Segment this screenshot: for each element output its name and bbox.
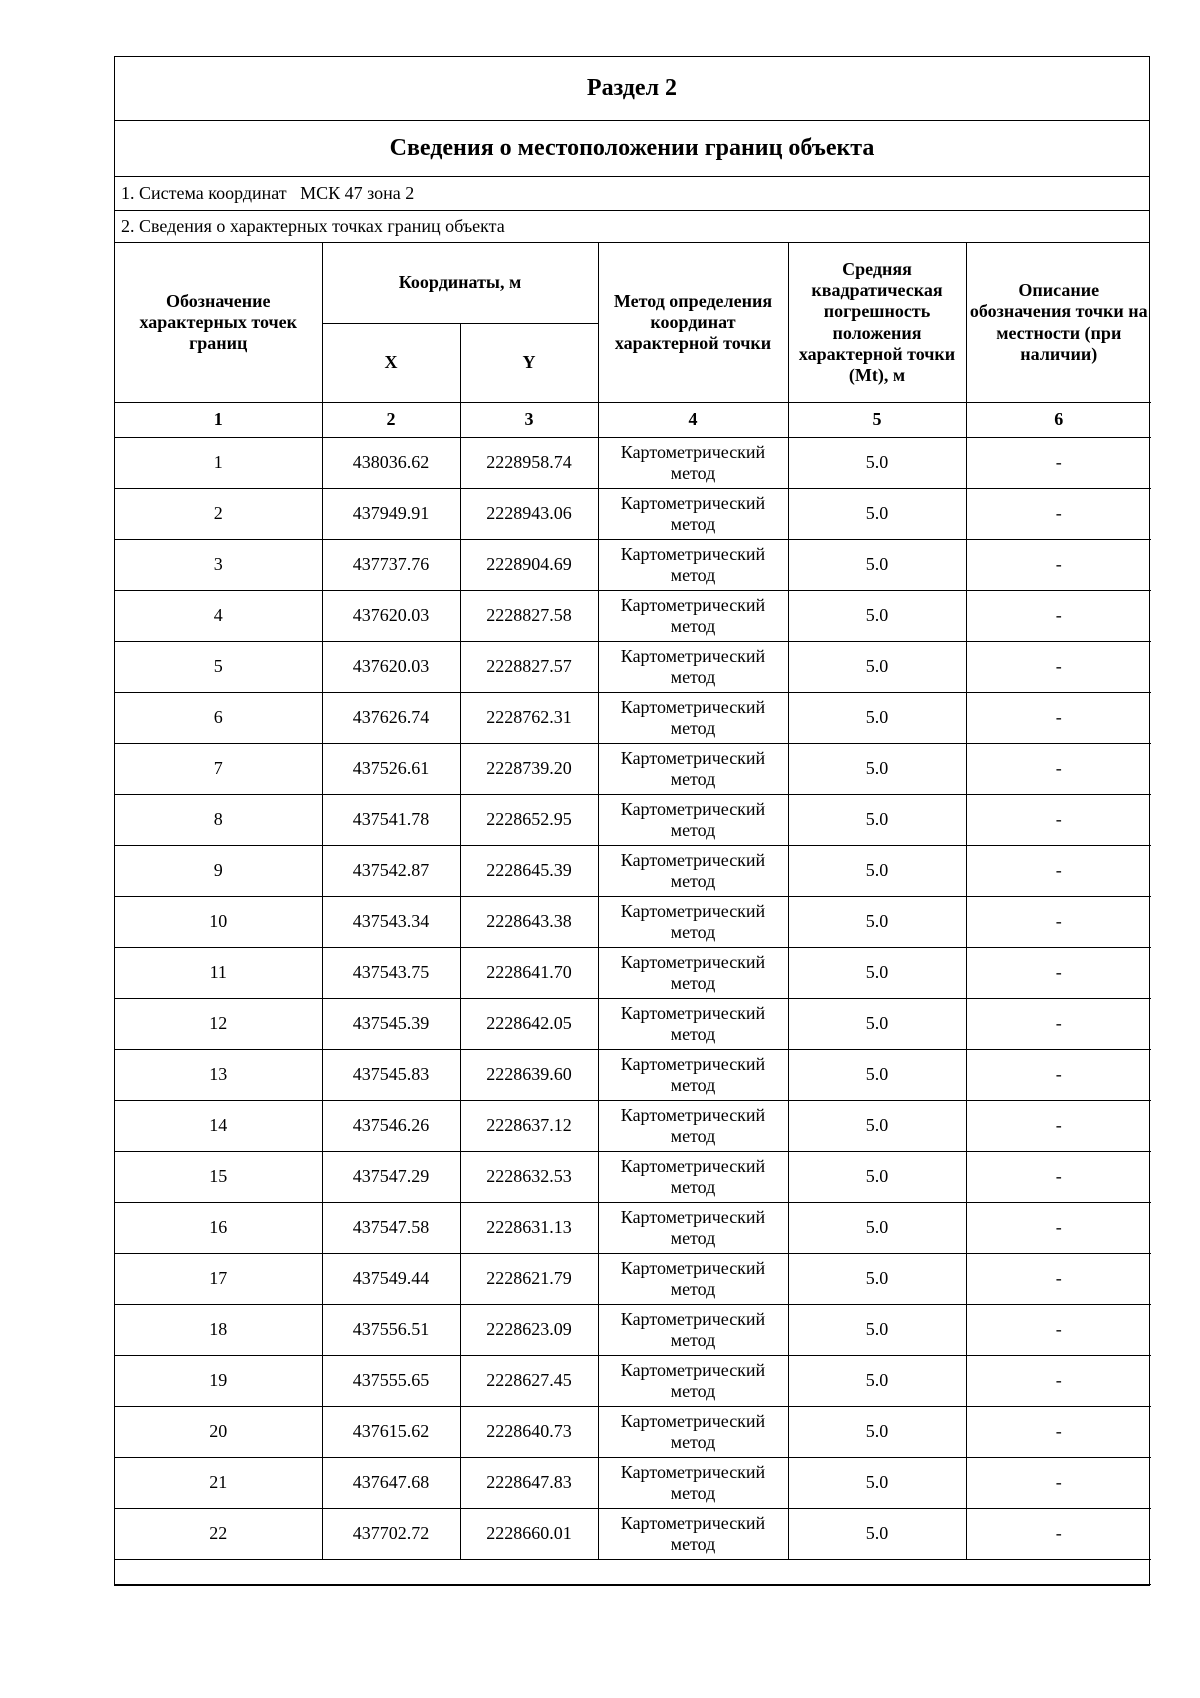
header-x: X bbox=[322, 324, 460, 403]
description-cell: - bbox=[966, 1407, 1151, 1458]
point-number-cell: 7 bbox=[115, 744, 322, 795]
y-coordinate-cell: 2228958.74 bbox=[460, 438, 598, 489]
x-coordinate-cell: 437737.76 bbox=[322, 540, 460, 591]
x-coordinate-cell: 437545.39 bbox=[322, 999, 460, 1050]
document-title: Сведения о местоположении границ объекта bbox=[115, 121, 1149, 177]
table-row bbox=[115, 642, 1151, 693]
point-number-cell: 5 bbox=[115, 642, 322, 693]
y-coordinate-cell: 2228641.70 bbox=[460, 948, 598, 999]
y-coordinate-cell: 2228645.39 bbox=[460, 846, 598, 897]
error-cell: 5.0 bbox=[788, 693, 966, 744]
description-cell: - bbox=[966, 846, 1151, 897]
x-coordinate-cell: 437702.72 bbox=[322, 1509, 460, 1560]
table-row bbox=[115, 1305, 1151, 1356]
method-cell: Картометрический метод bbox=[598, 744, 788, 795]
error-cell: 5.0 bbox=[788, 948, 966, 999]
table-row bbox=[115, 591, 1151, 642]
description-cell: - bbox=[966, 1203, 1151, 1254]
y-coordinate-cell: 2228631.13 bbox=[460, 1203, 598, 1254]
description-cell: - bbox=[966, 1356, 1151, 1407]
method-cell: Картометрический метод bbox=[598, 1203, 788, 1254]
error-cell: 5.0 bbox=[788, 1050, 966, 1101]
table-footer-row bbox=[115, 1560, 1151, 1585]
x-coordinate-cell: 437620.03 bbox=[322, 642, 460, 693]
table-row bbox=[115, 948, 1151, 999]
error-cell: 5.0 bbox=[788, 1203, 966, 1254]
point-number-cell: 3 bbox=[115, 540, 322, 591]
y-coordinate-cell: 2228642.05 bbox=[460, 999, 598, 1050]
y-coordinate-cell: 2228621.79 bbox=[460, 1254, 598, 1305]
method-cell: Картометрический метод bbox=[598, 948, 788, 999]
method-cell: Картометрический метод bbox=[598, 897, 788, 948]
table-row bbox=[115, 540, 1151, 591]
description-cell: - bbox=[966, 1101, 1151, 1152]
error-cell: 5.0 bbox=[788, 1509, 966, 1560]
header-designation: Обозначение характерных точек границ bbox=[115, 243, 322, 403]
description-cell: - bbox=[966, 693, 1151, 744]
x-coordinate-cell: 437541.78 bbox=[322, 795, 460, 846]
header-description: Описание обозначения точки на местности (при наличии) bbox=[966, 243, 1151, 403]
point-number-cell: 21 bbox=[115, 1458, 322, 1509]
description-cell: - bbox=[966, 591, 1151, 642]
x-coordinate-cell: 437615.62 bbox=[322, 1407, 460, 1458]
method-cell: Картометрический метод bbox=[598, 1356, 788, 1407]
x-coordinate-cell: 437543.75 bbox=[322, 948, 460, 999]
method-cell: Картометрический метод bbox=[598, 1305, 788, 1356]
x-coordinate-cell: 437626.74 bbox=[322, 693, 460, 744]
table-row bbox=[115, 1407, 1151, 1458]
description-cell: - bbox=[966, 744, 1151, 795]
error-cell: 5.0 bbox=[788, 438, 966, 489]
description-cell: - bbox=[966, 897, 1151, 948]
description-cell: - bbox=[966, 1458, 1151, 1509]
x-coordinate-cell: 437549.44 bbox=[322, 1254, 460, 1305]
description-cell: - bbox=[966, 1509, 1151, 1560]
column-number: 3 bbox=[460, 403, 598, 438]
point-number-cell: 11 bbox=[115, 948, 322, 999]
table-row bbox=[115, 897, 1151, 948]
table-body bbox=[115, 438, 1151, 1560]
x-coordinate-cell: 437620.03 bbox=[322, 591, 460, 642]
error-cell: 5.0 bbox=[788, 846, 966, 897]
method-cell: Картометрический метод bbox=[598, 999, 788, 1050]
point-number-cell: 15 bbox=[115, 1152, 322, 1203]
error-cell: 5.0 bbox=[788, 1152, 966, 1203]
point-number-cell: 1 bbox=[115, 438, 322, 489]
y-coordinate-cell: 2228627.45 bbox=[460, 1356, 598, 1407]
error-cell: 5.0 bbox=[788, 1305, 966, 1356]
point-number-cell: 14 bbox=[115, 1101, 322, 1152]
y-coordinate-cell: 2228827.58 bbox=[460, 591, 598, 642]
method-cell: Картометрический метод bbox=[598, 438, 788, 489]
column-number: 5 bbox=[788, 403, 966, 438]
document-sheet bbox=[114, 56, 1150, 1586]
point-number-cell: 4 bbox=[115, 591, 322, 642]
column-number: 2 bbox=[322, 403, 460, 438]
table-row bbox=[115, 1356, 1151, 1407]
x-coordinate-cell: 437543.34 bbox=[322, 897, 460, 948]
column-numbers-row bbox=[115, 403, 1151, 438]
point-number-cell: 22 bbox=[115, 1509, 322, 1560]
point-number-cell: 9 bbox=[115, 846, 322, 897]
y-coordinate-cell: 2228904.69 bbox=[460, 540, 598, 591]
method-cell: Картометрический метод bbox=[598, 846, 788, 897]
error-cell: 5.0 bbox=[788, 1407, 966, 1458]
footer-cell bbox=[115, 1560, 1151, 1585]
x-coordinate-cell: 437542.87 bbox=[322, 846, 460, 897]
x-coordinate-cell: 437555.65 bbox=[322, 1356, 460, 1407]
table-row bbox=[115, 999, 1151, 1050]
points-section-title: 2. Сведения о характерных точках границ объекта bbox=[115, 211, 1149, 243]
table-row bbox=[115, 489, 1151, 540]
point-number-cell: 12 bbox=[115, 999, 322, 1050]
y-coordinate-cell: 2228827.57 bbox=[460, 642, 598, 693]
description-cell: - bbox=[966, 795, 1151, 846]
method-cell: Картометрический метод bbox=[598, 642, 788, 693]
error-cell: 5.0 bbox=[788, 744, 966, 795]
error-cell: 5.0 bbox=[788, 642, 966, 693]
error-cell: 5.0 bbox=[788, 1356, 966, 1407]
table-row bbox=[115, 1152, 1151, 1203]
x-coordinate-cell: 437545.83 bbox=[322, 1050, 460, 1101]
header-error: Средняя квадратическая погрешность положения характерной точки (Mt), м bbox=[788, 243, 966, 403]
error-cell: 5.0 bbox=[788, 999, 966, 1050]
method-cell: Картометрический метод bbox=[598, 489, 788, 540]
method-cell: Картометрический метод bbox=[598, 1254, 788, 1305]
description-cell: - bbox=[966, 1305, 1151, 1356]
x-coordinate-cell: 437526.61 bbox=[322, 744, 460, 795]
table-row bbox=[115, 1101, 1151, 1152]
y-coordinate-cell: 2228637.12 bbox=[460, 1101, 598, 1152]
section-title: Раздел 2 bbox=[115, 57, 1149, 121]
coordinate-system-line: 1. Система координат МСК 47 зона 2 bbox=[115, 177, 1149, 211]
point-number-cell: 10 bbox=[115, 897, 322, 948]
y-coordinate-cell: 2228762.31 bbox=[460, 693, 598, 744]
point-number-cell: 18 bbox=[115, 1305, 322, 1356]
error-cell: 5.0 bbox=[788, 1101, 966, 1152]
description-cell: - bbox=[966, 489, 1151, 540]
method-cell: Картометрический метод bbox=[598, 540, 788, 591]
column-number: 4 bbox=[598, 403, 788, 438]
method-cell: Картометрический метод bbox=[598, 693, 788, 744]
y-coordinate-cell: 2228943.06 bbox=[460, 489, 598, 540]
column-number: 6 bbox=[966, 403, 1151, 438]
method-cell: Картометрический метод bbox=[598, 1458, 788, 1509]
table-row bbox=[115, 1254, 1151, 1305]
method-cell: Картометрический метод bbox=[598, 1101, 788, 1152]
x-coordinate-cell: 438036.62 bbox=[322, 438, 460, 489]
point-number-cell: 17 bbox=[115, 1254, 322, 1305]
error-cell: 5.0 bbox=[788, 897, 966, 948]
header-y: Y bbox=[460, 324, 598, 403]
description-cell: - bbox=[966, 438, 1151, 489]
error-cell: 5.0 bbox=[788, 540, 966, 591]
error-cell: 5.0 bbox=[788, 795, 966, 846]
y-coordinate-cell: 2228623.09 bbox=[460, 1305, 598, 1356]
x-coordinate-cell: 437547.58 bbox=[322, 1203, 460, 1254]
boundary-points-table bbox=[115, 243, 1151, 1585]
table-row bbox=[115, 438, 1151, 489]
x-coordinate-cell: 437949.91 bbox=[322, 489, 460, 540]
y-coordinate-cell: 2228652.95 bbox=[460, 795, 598, 846]
method-cell: Картометрический метод bbox=[598, 591, 788, 642]
point-number-cell: 19 bbox=[115, 1356, 322, 1407]
point-number-cell: 2 bbox=[115, 489, 322, 540]
method-cell: Картометрический метод bbox=[598, 1407, 788, 1458]
method-cell: Картометрический метод bbox=[598, 1050, 788, 1101]
x-coordinate-cell: 437546.26 bbox=[322, 1101, 460, 1152]
y-coordinate-cell: 2228660.01 bbox=[460, 1509, 598, 1560]
header-coordinates: Координаты, м bbox=[322, 243, 598, 324]
description-cell: - bbox=[966, 1254, 1151, 1305]
table-row bbox=[115, 1458, 1151, 1509]
header-method: Метод определения координат характерной точки bbox=[598, 243, 788, 403]
x-coordinate-cell: 437556.51 bbox=[322, 1305, 460, 1356]
description-cell: - bbox=[966, 999, 1151, 1050]
y-coordinate-cell: 2228632.53 bbox=[460, 1152, 598, 1203]
point-number-cell: 13 bbox=[115, 1050, 322, 1101]
y-coordinate-cell: 2228640.73 bbox=[460, 1407, 598, 1458]
point-number-cell: 6 bbox=[115, 693, 322, 744]
table-row bbox=[115, 1203, 1151, 1254]
y-coordinate-cell: 2228639.60 bbox=[460, 1050, 598, 1101]
table-row bbox=[115, 693, 1151, 744]
error-cell: 5.0 bbox=[788, 489, 966, 540]
point-number-cell: 8 bbox=[115, 795, 322, 846]
x-coordinate-cell: 437647.68 bbox=[322, 1458, 460, 1509]
y-coordinate-cell: 2228647.83 bbox=[460, 1458, 598, 1509]
table-row bbox=[115, 1509, 1151, 1560]
table-row bbox=[115, 795, 1151, 846]
error-cell: 5.0 bbox=[788, 1254, 966, 1305]
description-cell: - bbox=[966, 642, 1151, 693]
method-cell: Картометрический метод bbox=[598, 1509, 788, 1560]
error-cell: 5.0 bbox=[788, 591, 966, 642]
point-number-cell: 20 bbox=[115, 1407, 322, 1458]
error-cell: 5.0 bbox=[788, 1458, 966, 1509]
point-number-cell: 16 bbox=[115, 1203, 322, 1254]
description-cell: - bbox=[966, 540, 1151, 591]
table-row bbox=[115, 846, 1151, 897]
y-coordinate-cell: 2228739.20 bbox=[460, 744, 598, 795]
table-row bbox=[115, 744, 1151, 795]
description-cell: - bbox=[966, 1152, 1151, 1203]
x-coordinate-cell: 437547.29 bbox=[322, 1152, 460, 1203]
method-cell: Картометрический метод bbox=[598, 1152, 788, 1203]
table-row bbox=[115, 1050, 1151, 1101]
method-cell: Картометрический метод bbox=[598, 795, 788, 846]
column-number: 1 bbox=[115, 403, 322, 438]
description-cell: - bbox=[966, 1050, 1151, 1101]
y-coordinate-cell: 2228643.38 bbox=[460, 897, 598, 948]
description-cell: - bbox=[966, 948, 1151, 999]
